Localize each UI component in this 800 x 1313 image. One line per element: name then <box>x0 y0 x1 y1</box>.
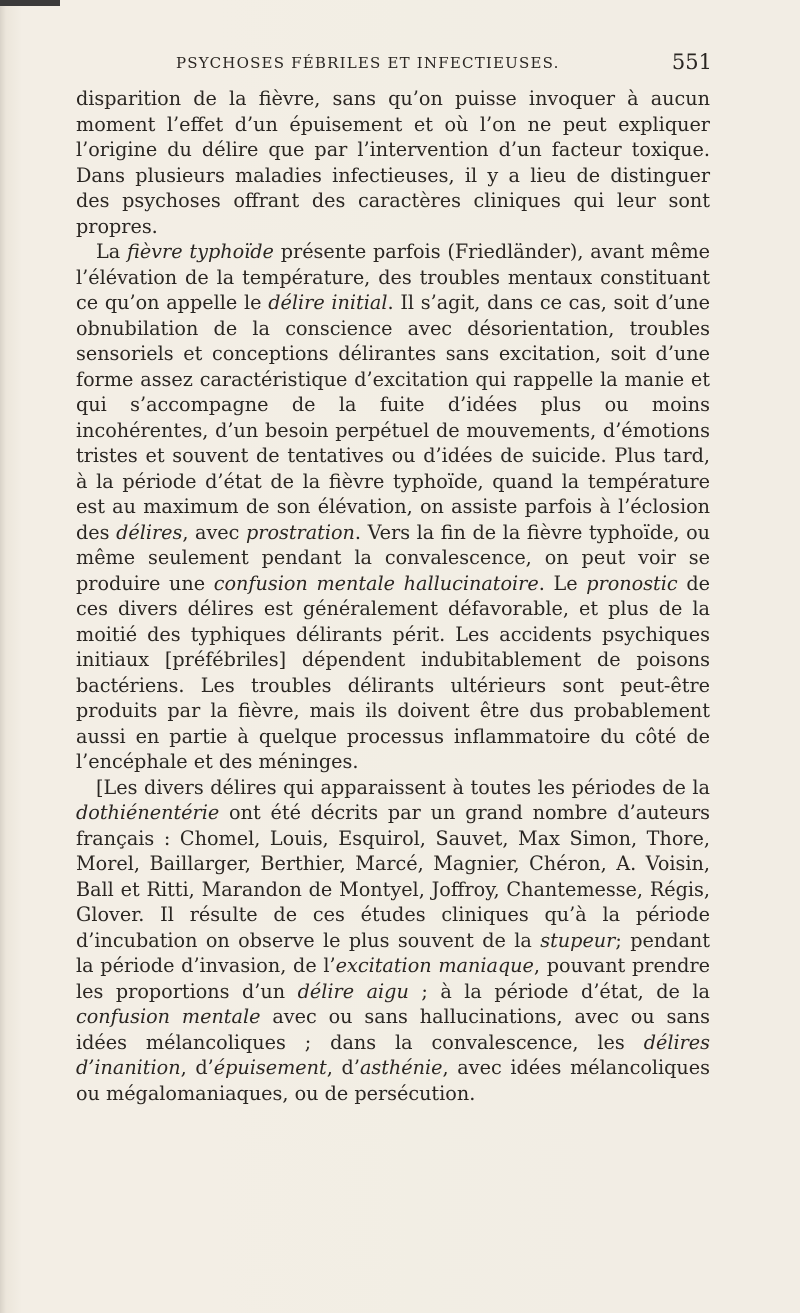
text-run: , d’ <box>326 1056 360 1079</box>
italic-term: dothiénentérie <box>76 801 220 824</box>
page-edge-mark <box>0 0 60 6</box>
text-run: , d’ <box>180 1056 214 1079</box>
italic-term: délire initial <box>268 291 388 314</box>
text-run: La <box>96 240 128 263</box>
italic-term: prostration <box>245 520 355 544</box>
italic-term: excitation maniaque <box>335 954 534 977</box>
text-run: . Vers la fin de la fièvre typhoïde, ou même seulement pendant la convalescence, on peut voir se produire une <box>76 520 711 595</box>
italic-term: confusion mentale <box>76 1005 261 1028</box>
text-run: , avec idées mélancoliques ou mégalomaniaques, ou de persécution. <box>76 1056 710 1105</box>
running-head: PSYCHOSES FÉBRILES ET INFECTIEUSES. <box>176 54 560 72</box>
text-run: . Il s’agit, dans ce cas, soit d’une obnubilation de la conscience avec désorientation, troubles sensoriels et conceptions délirantes sans excitation, soit d’une forme assez caractéristique d’excitation qui rappelle la manie et qui s’accompagne de la fuite d’idées plus ou moins incohérentes, d’un besoin perpétuel de mouvements, d’émotions tristes et souvent de tentatives ou d’idées de suicide. Plus tard, à la période d’état de la fièvre typhoïde, quand la température est au maximum de son élévation, on assiste parfois à l’éclosion des <box>76 291 711 544</box>
text-run: disparition de la fièvre, sans qu’on puisse invoquer à aucun moment l’effet d’un épuisement et où l’on ne peut expliquer l’origine du délire que par l’intervention d’un facteur toxique. Dans plusieurs maladies infectieuses, il y a lieu de distinguer des psychoses offrant des caractères cliniques qui leur sont propres. <box>76 87 710 238</box>
text-run: présente parfois (Friedländer), avant même l’élévation de la température, des troubles mentaux constituant ce qu’on appelle le <box>76 240 711 314</box>
italic-term: pronostic <box>586 571 678 595</box>
italic-term: épuisement <box>213 1056 327 1079</box>
italic-term: confusion mentale hallucinatoire <box>213 571 539 595</box>
page-header <box>76 50 712 74</box>
page-number: 551 <box>671 50 712 74</box>
text-run: . Le <box>538 571 587 595</box>
text-run: avec ou sans hallucinations, avec ou sans idées mélancoliques ; dans la convalescence, les <box>76 1005 711 1054</box>
text-run: de ces divers délires est généralement défavorable, et plus de la moitié des typhiques délirants périt. Les accidents psychiques initiaux [préfébriles] dépendent indubitablement de poisons bactériens. Les troubles délirants ultérieurs sont peut-être produits par la fièvre, mais ils doivent être dus probablement aussi en partie à quelque processus inflammatoire du côté de l’encéphale et des méninges. <box>76 571 710 773</box>
text-run: ; à la période d’état, de la <box>408 979 710 1003</box>
text-run: [Les divers délires qui apparaissent à toutes les périodes de la <box>96 775 710 799</box>
text-run: ont été décrits par un grand nombre d’auteurs français : Chomel, Louis, Esquirol, Sauvet, Max Simon, Thore, Morel, Baillarger, Berthier, Marcé, Magnier, Chéron, A. Voisin, Ball et Ritti, Marandon de Montyel, Joffroy, Chantemesse, Régis, Glover. Il résulte de ces études cliniques qu’à la période d’incubation on observe le plus souvent de la <box>76 801 710 952</box>
italic-term: stupeur <box>540 928 616 952</box>
italic-term: délires d’inanition <box>76 1030 710 1079</box>
italic-term: délires <box>116 520 183 544</box>
text-run: , avec <box>182 520 246 544</box>
italic-term: délire aigu <box>297 979 409 1003</box>
italic-term: asthénie <box>359 1056 443 1079</box>
paragraph-2 <box>76 239 710 775</box>
italic-term: fièvre typhoïde <box>127 240 274 263</box>
text-run: ; pendant la période d’invasion, de l’ <box>76 928 710 977</box>
text-run: , pouvant prendre les proportions d’un <box>76 954 710 1003</box>
page-body <box>76 86 710 1106</box>
paragraph-3 <box>76 775 710 1107</box>
paragraph-1 <box>76 86 710 239</box>
